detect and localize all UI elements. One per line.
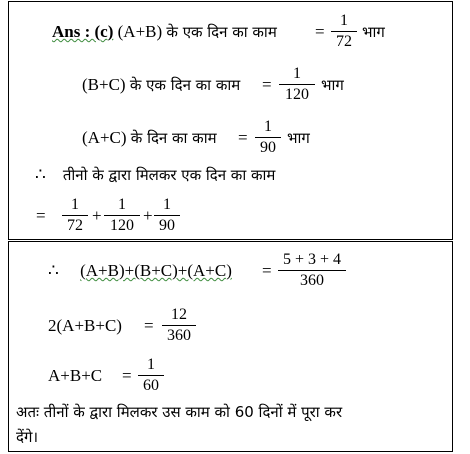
fraction-1-90	[255, 117, 281, 158]
ac-line	[82, 128, 217, 148]
unit-bhaag: भाग	[362, 23, 385, 41]
numerator: 1	[104, 195, 140, 216]
fraction-12-over-360	[278, 250, 346, 291]
numerator: 12	[162, 305, 196, 326]
denominator: 90	[260, 139, 276, 156]
conclusion-line-1: अतः तीनों के द्वारा मिलकर उस काम को 60 दिनों में पूरा कर	[16, 403, 343, 421]
abc-line	[48, 366, 102, 386]
denominator: 72	[336, 33, 352, 50]
together-line	[35, 165, 275, 185]
equals-sign: =	[238, 128, 248, 147]
denominator: 360	[167, 327, 191, 344]
answer-label: Ans : (c)	[52, 22, 114, 41]
denominator: 60	[143, 377, 159, 394]
expr-abc: A+B+C	[48, 366, 103, 385]
equals-sign: =	[262, 261, 272, 280]
numerator: 1	[154, 195, 180, 216]
expr-bc: (B+C)	[82, 75, 126, 94]
double-sum-line	[48, 316, 122, 336]
fraction-1-60	[138, 355, 164, 396]
equals-sign: =	[315, 22, 325, 41]
expr-ac: (A+C)	[82, 128, 127, 147]
denominator: 360	[300, 272, 324, 289]
equals-sign: =	[36, 206, 46, 225]
answer-line	[52, 22, 277, 42]
therefore-symbol: ∴	[48, 261, 59, 280]
denominator: 120	[285, 86, 309, 103]
fraction-1-120	[279, 64, 315, 105]
numerator: 1	[62, 195, 88, 216]
fraction-12-360	[162, 305, 196, 346]
text-bc-work: के एक दिन का काम	[129, 76, 241, 94]
text-ac-work: के दिन का काम	[130, 129, 217, 147]
expr-ab: (A+B)	[117, 22, 163, 41]
bc-line	[82, 75, 240, 95]
numerator: 5 + 3 + 4	[278, 250, 346, 271]
sum-line	[48, 261, 232, 281]
expr-sum: (A+B)+(B+C)+(A+C)	[80, 261, 232, 280]
fraction-1-72	[62, 195, 88, 236]
equals-sign: =	[144, 316, 154, 335]
fraction-1-120	[104, 195, 140, 236]
equals-sign: =	[262, 75, 272, 94]
therefore-symbol: ∴	[35, 165, 46, 184]
numerator: 1	[331, 11, 357, 32]
numerator: 1	[138, 355, 164, 376]
text-together-work: तीनो के द्वारा मिलकर एक दिन का काम	[62, 166, 276, 184]
fraction-1-90	[154, 195, 180, 236]
denominator: 72	[67, 217, 83, 234]
conclusion-line-2: देंगे।	[16, 428, 39, 446]
unit-bhaag: भाग	[287, 129, 310, 147]
fraction-1-72	[331, 11, 357, 52]
plus-sign: +	[143, 206, 153, 225]
plus-sign: +	[92, 206, 102, 225]
numerator: 1	[279, 64, 315, 85]
text-ab-work: के एक दिन का काम	[166, 23, 277, 41]
equals-sign: =	[122, 366, 132, 385]
expr-double-sum: 2(A+B+C)	[48, 316, 122, 335]
denominator: 120	[110, 217, 134, 234]
numerator: 1	[255, 117, 281, 138]
denominator: 90	[159, 217, 175, 234]
unit-bhaag: भाग	[321, 76, 344, 94]
